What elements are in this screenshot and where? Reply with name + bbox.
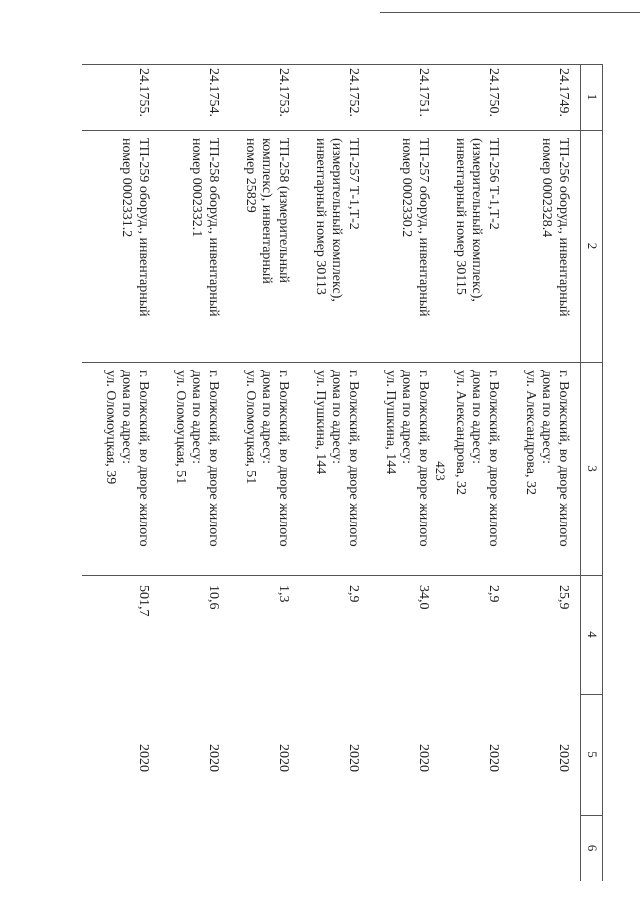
- object-name: ТП-256 оборуд., инвентарный номер 0002328.4: [539, 138, 571, 317]
- object-name: ТП-258 оборуд., инвентарный номер 0002332.1: [189, 138, 221, 317]
- object-address: г. Волжский, во дворе жилого дома по адресу: ул. Пушкина, 144: [313, 370, 361, 547]
- row-number: 24.1754.: [206, 68, 221, 117]
- header-cell-5: 5: [585, 751, 600, 758]
- object-name: ТП-258 (измерительный комплекс), инвентарный номер 25829: [243, 138, 291, 284]
- table-row: [367, 64, 437, 881]
- object-year: 2020: [136, 744, 151, 772]
- data-table: [82, 64, 603, 881]
- row-number: 24.1750.: [486, 68, 501, 117]
- object-year: 2020: [556, 744, 571, 772]
- object-address: г. Волжский, во дворе жилого дома по адресу: ул. Александрова, 32: [523, 370, 571, 547]
- row-number: 24.1753.: [276, 68, 291, 117]
- header-cell-1: 1: [585, 93, 600, 101]
- top-rule: [380, 12, 640, 13]
- object-value: 1,3: [276, 585, 291, 603]
- object-address: г. Волжский, во дворе жилого дома по адресу: ул. Оломоуцкая, 51: [243, 370, 291, 547]
- page-number: 423: [433, 461, 448, 481]
- object-name: ТП-259 оборуд., инвентарный номер 0002331.2: [119, 138, 151, 317]
- table-row: [157, 64, 227, 881]
- table-row: [297, 64, 367, 881]
- object-address: г. Волжский, во дворе жилого дома по адресу: ул. Оломоуцкая, 39: [103, 370, 151, 547]
- row-number: 24.1752.: [346, 68, 361, 117]
- rotated-table-frame: [82, 64, 603, 881]
- header-cell-6: 6: [585, 844, 600, 852]
- row-number: 24.1751.: [416, 68, 431, 117]
- object-name: ТП-256 Т-1,Т-2 (измерительный комплекс), инвентарный номер 30115: [453, 138, 501, 302]
- header-cell-3: 3: [585, 465, 600, 472]
- object-name: ТП-257 оборуд., инвентарный номер 0002330.2: [399, 138, 431, 317]
- object-value: 2,9: [346, 585, 361, 603]
- object-value: 501,7: [136, 585, 151, 617]
- table-row: [227, 64, 297, 881]
- object-year: 2020: [416, 744, 431, 772]
- object-year: 2020: [276, 744, 291, 772]
- object-value: 10,6: [206, 585, 221, 610]
- object-year: 2020: [486, 744, 501, 772]
- header-cell-4: 4: [585, 631, 600, 638]
- row-number: 24.1755.: [136, 68, 151, 117]
- table-row: [87, 64, 157, 881]
- object-address: г. Волжский, во дворе жилого дома по адресу: ул. Пушкина, 144: [383, 370, 431, 547]
- object-value: 2,9: [486, 585, 501, 603]
- object-address: г. Волжский, во дворе жилого дома по адресу: ул. Александрова, 32: [453, 370, 501, 547]
- header-cell-2: 2: [585, 242, 600, 250]
- object-name: ТП-257 Т-1,Т-2 (измерительный комплекс), инвентарный номер 30113: [313, 138, 361, 302]
- object-address: г. Волжский, во дворе жилого дома по адресу: ул. Оломоуцкая, 51: [173, 370, 221, 547]
- object-year: 2020: [206, 744, 221, 772]
- table-row: [437, 64, 507, 881]
- object-value: 34,0: [416, 585, 431, 610]
- table-row: [507, 64, 577, 881]
- row-number: 24.1749.: [556, 68, 571, 117]
- object-year: 2020: [346, 744, 361, 772]
- object-value: 25,9: [556, 585, 571, 610]
